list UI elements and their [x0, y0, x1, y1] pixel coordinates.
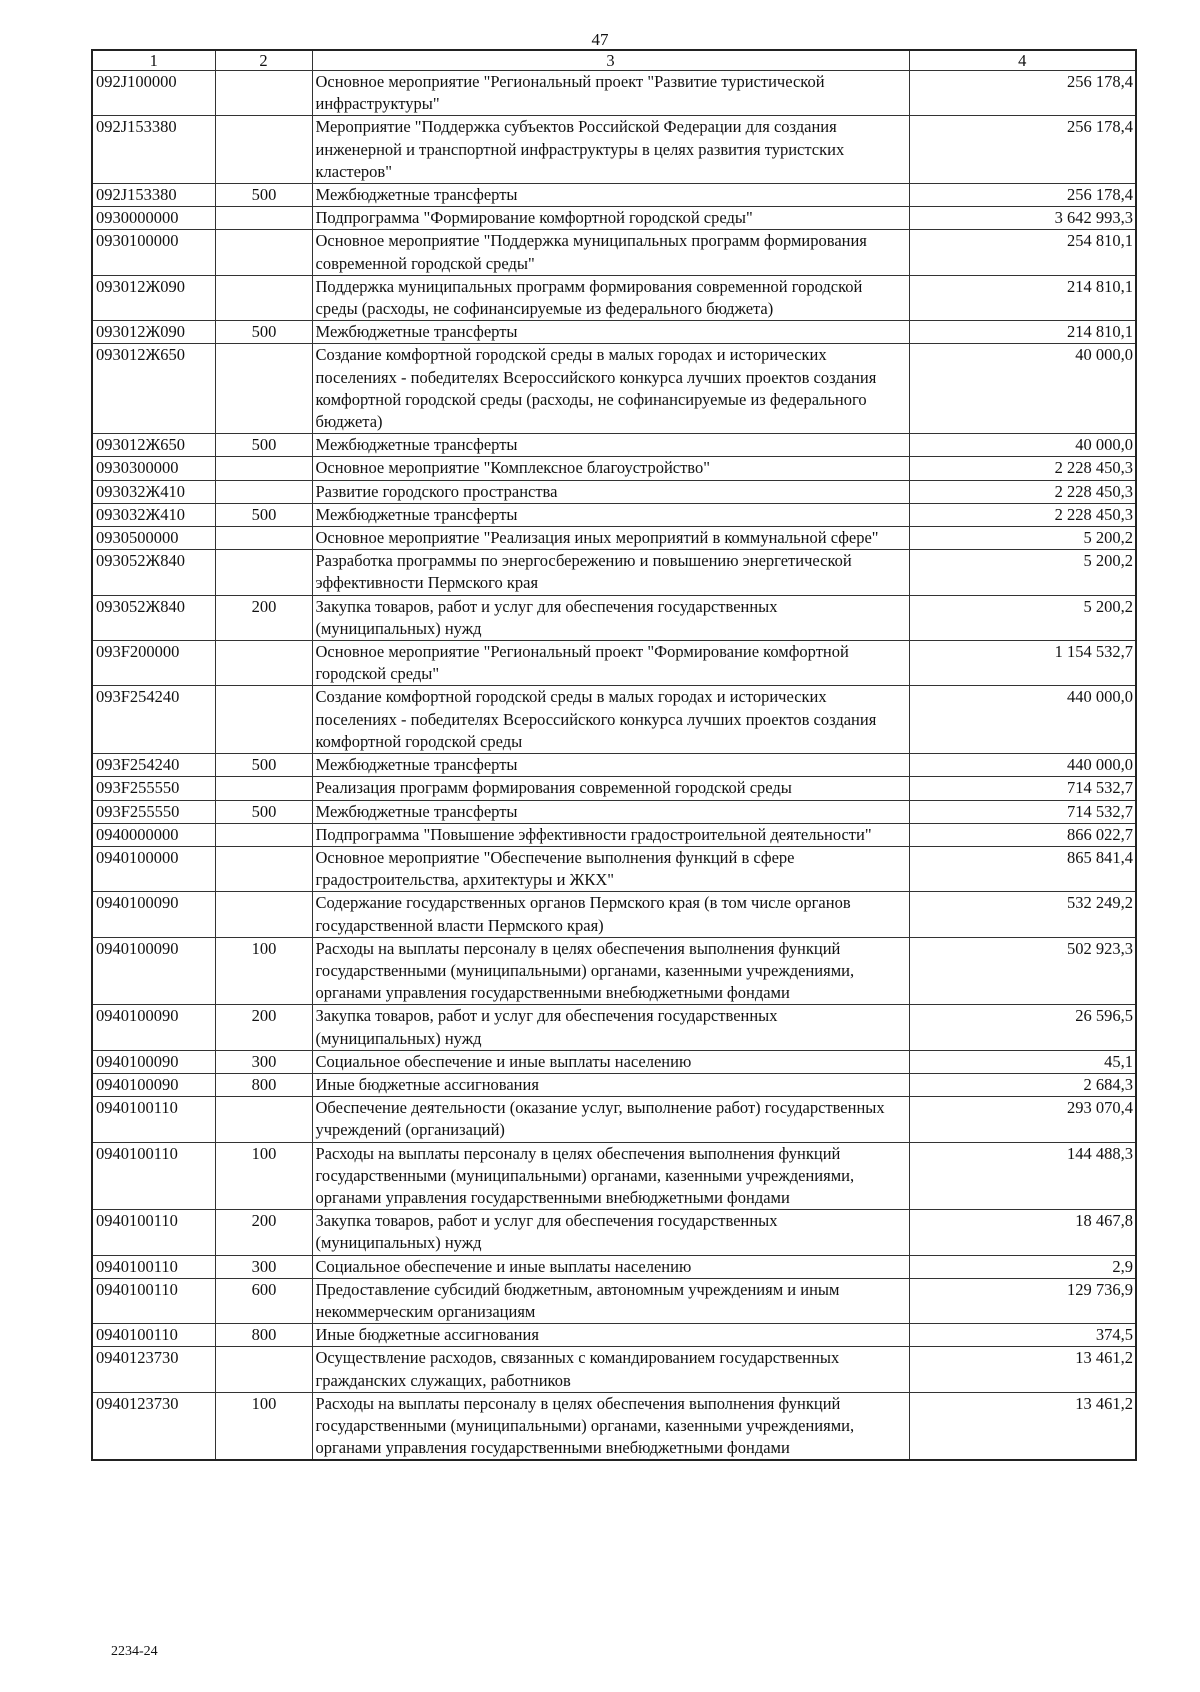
cell-name: Осуществление расходов, связанных с командированием государственных гражданских служащих, работников [312, 1347, 909, 1392]
cell-name: Предоставление субсидий бюджетным, автономным учреждениям и иным некоммерческим организациям [312, 1278, 909, 1323]
cell-amount: 26 596,5 [909, 1005, 1136, 1050]
cell-name: Реализация программ формирования современной городской среды [312, 777, 909, 800]
cell-code: 0940100110 [92, 1278, 215, 1323]
table-row [92, 184, 1136, 207]
cell-name: Межбюджетные трансферты [312, 754, 909, 777]
cell-expense-type: 200 [215, 595, 312, 640]
table-body [92, 71, 1136, 1461]
table-row [92, 1073, 1136, 1096]
cell-code: 093012Ж650 [92, 344, 215, 434]
cell-name: Расходы на выплаты персоналу в целях обеспечения выполнения функций государственными (муниципальными) органами, казенными учреждениями, органами управления государственными внебюджетными фондами [312, 937, 909, 1005]
cell-amount: 256 178,4 [909, 184, 1136, 207]
cell-amount: 214 810,1 [909, 275, 1136, 320]
table-row [92, 434, 1136, 457]
cell-amount: 5 200,2 [909, 595, 1136, 640]
cell-amount: 1 154 532,7 [909, 641, 1136, 686]
table-row [92, 1050, 1136, 1073]
table-row [92, 230, 1136, 275]
cell-expense-type [215, 344, 312, 434]
cell-code: 0940100110 [92, 1255, 215, 1278]
cell-name: Закупка товаров, работ и услуг для обеспечения государственных (муниципальных) нужд [312, 1005, 909, 1050]
cell-code: 093012Ж090 [92, 321, 215, 344]
table-row [92, 686, 1136, 754]
cell-expense-type: 500 [215, 754, 312, 777]
cell-code: 0940123730 [92, 1347, 215, 1392]
cell-expense-type: 200 [215, 1210, 312, 1255]
cell-amount: 18 467,8 [909, 1210, 1136, 1255]
cell-code: 0930300000 [92, 457, 215, 480]
table-row [92, 1005, 1136, 1050]
table-row [92, 527, 1136, 550]
cell-code: 0930500000 [92, 527, 215, 550]
table-row [92, 1255, 1136, 1278]
cell-name: Основное мероприятие "Реализация иных мероприятий в коммунальной сфере" [312, 527, 909, 550]
budget-table [91, 49, 1137, 1461]
cell-code: 093F255550 [92, 777, 215, 800]
cell-expense-type [215, 777, 312, 800]
cell-amount: 502 923,3 [909, 937, 1136, 1005]
cell-code: 093052Ж840 [92, 595, 215, 640]
table-row [92, 1392, 1136, 1460]
cell-expense-type: 500 [215, 503, 312, 526]
cell-code: 093032Ж410 [92, 480, 215, 503]
cell-expense-type [215, 846, 312, 891]
cell-code: 0940100090 [92, 892, 215, 937]
cell-name: Межбюджетные трансферты [312, 184, 909, 207]
table-row [92, 275, 1136, 320]
cell-code: 093F255550 [92, 800, 215, 823]
cell-amount: 13 461,2 [909, 1392, 1136, 1460]
cell-amount: 13 461,2 [909, 1347, 1136, 1392]
table-row [92, 1347, 1136, 1392]
cell-name: Социальное обеспечение и иные выплаты населению [312, 1050, 909, 1073]
cell-name: Межбюджетные трансферты [312, 800, 909, 823]
cell-amount: 5 200,2 [909, 527, 1136, 550]
cell-amount: 293 070,4 [909, 1097, 1136, 1142]
cell-name: Социальное обеспечение и иные выплаты населению [312, 1255, 909, 1278]
cell-name: Подпрограмма "Повышение эффективности градостроительной деятельности" [312, 823, 909, 846]
page-number: 47 [591, 30, 609, 49]
cell-amount: 2 684,3 [909, 1073, 1136, 1096]
cell-amount: 129 736,9 [909, 1278, 1136, 1323]
cell-expense-type: 100 [215, 937, 312, 1005]
table-row [92, 777, 1136, 800]
cell-name: Создание комфортной городской среды в малых городах и исторических поселениях - победителях Всероссийского конкурса лучших проектов создания комфортной городской среды [312, 686, 909, 754]
cell-expense-type: 500 [215, 434, 312, 457]
cell-name: Основное мероприятие "Обеспечение выполнения функций в сфере градостроительства, архитектуры и ЖКХ" [312, 846, 909, 891]
cell-expense-type [215, 641, 312, 686]
cell-expense-type [215, 1097, 312, 1142]
cell-name: Разработка программы по энергосбережению и повышению энергетической эффективности Пермского края [312, 550, 909, 595]
cell-expense-type [215, 275, 312, 320]
cell-code: 092J153380 [92, 116, 215, 184]
cell-name: Мероприятие "Поддержка субъектов Российской Федерации для создания инженерной и транспортной инфраструктуры в целях развития туристских кластеров" [312, 116, 909, 184]
cell-name: Иные бюджетные ассигнования [312, 1073, 909, 1096]
cell-code: 093052Ж840 [92, 550, 215, 595]
cell-amount: 440 000,0 [909, 754, 1136, 777]
cell-name: Иные бюджетные ассигнования [312, 1324, 909, 1347]
cell-name: Создание комфортной городской среды в малых городах и исторических поселениях - победителях Всероссийского конкурса лучших проектов создания комфортной городской среды (расходы, не софинансируемые из федерального бюджета) [312, 344, 909, 434]
cell-expense-type: 500 [215, 800, 312, 823]
cell-code: 0930100000 [92, 230, 215, 275]
table-row [92, 1324, 1136, 1347]
column-header-amount: 4 [909, 50, 1136, 71]
cell-amount: 714 532,7 [909, 777, 1136, 800]
cell-amount: 3 642 993,3 [909, 207, 1136, 230]
cell-expense-type [215, 207, 312, 230]
cell-amount: 865 841,4 [909, 846, 1136, 891]
cell-name: Поддержка муниципальных программ формирования современной городской среды (расходы, не софинансируемые из федерального бюджета) [312, 275, 909, 320]
cell-code: 093F200000 [92, 641, 215, 686]
cell-expense-type: 800 [215, 1073, 312, 1096]
cell-amount: 254 810,1 [909, 230, 1136, 275]
cell-code: 0940100090 [92, 1050, 215, 1073]
cell-code: 0930000000 [92, 207, 215, 230]
cell-code: 093F254240 [92, 686, 215, 754]
cell-expense-type: 600 [215, 1278, 312, 1323]
cell-expense-type: 300 [215, 1050, 312, 1073]
cell-code: 0940100110 [92, 1097, 215, 1142]
cell-name: Основное мероприятие "Поддержка муниципальных программ формирования современной городской среды" [312, 230, 909, 275]
cell-name: Закупка товаров, работ и услуг для обеспечения государственных (муниципальных) нужд [312, 595, 909, 640]
cell-expense-type: 500 [215, 184, 312, 207]
cell-code: 092J153380 [92, 184, 215, 207]
column-header-code: 1 [92, 50, 215, 71]
table-row [92, 800, 1136, 823]
table-row [92, 344, 1136, 434]
table-row [92, 1097, 1136, 1142]
cell-expense-type: 100 [215, 1392, 312, 1460]
cell-code: 0940100090 [92, 937, 215, 1005]
cell-expense-type: 100 [215, 1142, 312, 1210]
cell-expense-type [215, 71, 312, 116]
table-row [92, 823, 1136, 846]
cell-amount: 144 488,3 [909, 1142, 1136, 1210]
cell-amount: 214 810,1 [909, 321, 1136, 344]
cell-amount: 40 000,0 [909, 344, 1136, 434]
cell-expense-type [215, 457, 312, 480]
footer-document-code: 2234-24 [111, 1644, 158, 1659]
cell-expense-type: 500 [215, 321, 312, 344]
cell-expense-type [215, 686, 312, 754]
cell-amount: 2 228 450,3 [909, 503, 1136, 526]
table-row [92, 1210, 1136, 1255]
table-row [92, 503, 1136, 526]
table-row [92, 550, 1136, 595]
cell-amount: 45,1 [909, 1050, 1136, 1073]
cell-expense-type: 300 [215, 1255, 312, 1278]
cell-name: Межбюджетные трансферты [312, 503, 909, 526]
table-row [92, 207, 1136, 230]
cell-amount: 2 228 450,3 [909, 480, 1136, 503]
table-header-row [92, 50, 1136, 71]
cell-amount: 2,9 [909, 1255, 1136, 1278]
cell-code: 0940100110 [92, 1142, 215, 1210]
cell-expense-type [215, 550, 312, 595]
cell-amount: 2 228 450,3 [909, 457, 1136, 480]
cell-amount: 714 532,7 [909, 800, 1136, 823]
cell-amount: 866 022,7 [909, 823, 1136, 846]
cell-name: Расходы на выплаты персоналу в целях обеспечения выполнения функций государственными (муниципальными) органами, казенными учреждениями, органами управления государственными внебюджетными фондами [312, 1142, 909, 1210]
cell-code: 0940123730 [92, 1392, 215, 1460]
cell-expense-type [215, 823, 312, 846]
cell-expense-type: 800 [215, 1324, 312, 1347]
cell-expense-type [215, 527, 312, 550]
cell-code: 0940100110 [92, 1324, 215, 1347]
cell-name: Межбюджетные трансферты [312, 321, 909, 344]
table-row [92, 641, 1136, 686]
cell-name: Межбюджетные трансферты [312, 434, 909, 457]
cell-code: 092J100000 [92, 71, 215, 116]
column-header-type: 2 [215, 50, 312, 71]
cell-amount: 40 000,0 [909, 434, 1136, 457]
table-row [92, 116, 1136, 184]
cell-code: 0940100090 [92, 1073, 215, 1096]
table-row [92, 457, 1136, 480]
column-header-name: 3 [312, 50, 909, 71]
cell-expense-type [215, 892, 312, 937]
cell-name: Основное мероприятие "Региональный проект "Развитие туристической инфраструктуры" [312, 71, 909, 116]
cell-amount: 374,5 [909, 1324, 1136, 1347]
cell-code: 093012Ж650 [92, 434, 215, 457]
cell-code: 0940100090 [92, 1005, 215, 1050]
cell-code: 0940100000 [92, 846, 215, 891]
table-row [92, 71, 1136, 116]
table-row [92, 1142, 1136, 1210]
cell-expense-type [215, 230, 312, 275]
table-row [92, 846, 1136, 891]
cell-expense-type [215, 480, 312, 503]
cell-expense-type [215, 116, 312, 184]
cell-name: Основное мероприятие "Региональный проект "Формирование комфортной городской среды" [312, 641, 909, 686]
cell-name: Расходы на выплаты персоналу в целях обеспечения выполнения функций государственными (муниципальными) органами, казенными учреждениями, органами управления государственными внебюджетными фондами [312, 1392, 909, 1460]
cell-code: 0940000000 [92, 823, 215, 846]
table-row [92, 937, 1136, 1005]
cell-name: Закупка товаров, работ и услуг для обеспечения государственных (муниципальных) нужд [312, 1210, 909, 1255]
cell-amount: 5 200,2 [909, 550, 1136, 595]
cell-expense-type: 200 [215, 1005, 312, 1050]
cell-amount: 256 178,4 [909, 116, 1136, 184]
table-row [92, 595, 1136, 640]
cell-name: Содержание государственных органов Пермского края (в том числе органов государственной власти Пермского края) [312, 892, 909, 937]
cell-amount: 256 178,4 [909, 71, 1136, 116]
cell-name: Обеспечение деятельности (оказание услуг, выполнение работ) государственных учреждений (организаций) [312, 1097, 909, 1142]
cell-amount: 440 000,0 [909, 686, 1136, 754]
cell-name: Подпрограмма "Формирование комфортной городской среды" [312, 207, 909, 230]
table-row [92, 754, 1136, 777]
cell-name: Основное мероприятие "Комплексное благоустройство" [312, 457, 909, 480]
cell-code: 093012Ж090 [92, 275, 215, 320]
table-row [92, 892, 1136, 937]
cell-expense-type [215, 1347, 312, 1392]
table-row [92, 321, 1136, 344]
cell-code: 0940100110 [92, 1210, 215, 1255]
table-row [92, 480, 1136, 503]
table-row [92, 1278, 1136, 1323]
cell-amount: 532 249,2 [909, 892, 1136, 937]
cell-code: 093032Ж410 [92, 503, 215, 526]
cell-code: 093F254240 [92, 754, 215, 777]
cell-name: Развитие городского пространства [312, 480, 909, 503]
